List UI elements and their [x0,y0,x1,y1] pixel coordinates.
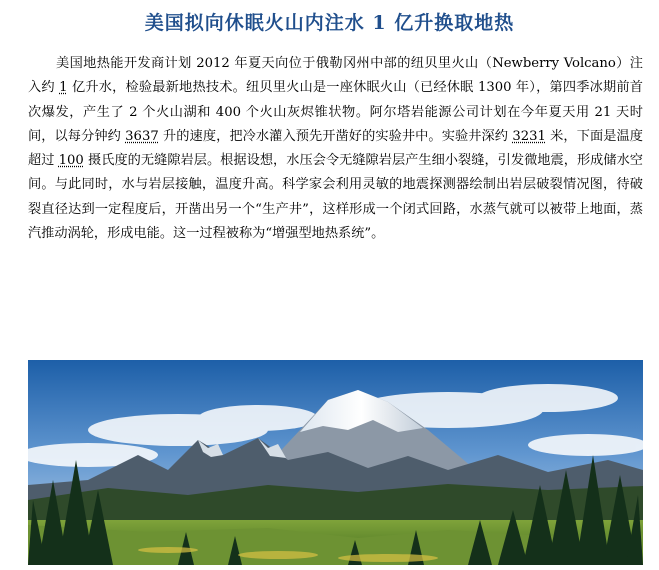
number-volume: 1 [59,80,68,96]
article-paragraph [28,52,643,246]
article-title: 美国拟向休眠火山内注水 1 亿升换取地热 [144,12,515,34]
paragraph-text-2: 亿升水，检验最新地热技术。纽贝里火山是一座休眠火山（已经休眠 1300 年），第四季冰期前首次爆发，产生了 2 个火山湖和 400 个火山灰烬锥状物。阿尔塔岩能源公司计划在今年夏天用 21 天时间，以每分钟约 [28,80,643,144]
paragraph-text-3: 升的速度，把冷水灌入预先开凿好的实验井中。实验井深约 [158,128,513,144]
paragraph-text-5: 摄氏度的无缝隙岩层。根据设想，水压会令无缝隙岩层产生细小裂缝，引发微地震，形成储水空间。与此同时，水与岩层接触，温度升高。科学家会利用灵敏的地震探测器绘制出岩层破裂情况图，待破裂直径达到一定程度后，开凿出另一个“生产井”，这样形成一个闭式回路，水蒸气就可以被带上地面，蒸汽推动涡轮，形成电能。这一过程被称为“增强型地热系统”。 [28,153,643,242]
number-temperature: 100 [58,153,84,169]
number-flow-rate: 3637 [125,128,159,144]
paragraph-text-1: 美国地热能开发商计划 2012 年夏天向位于俄勒冈州中部的纽贝里火山（Newberry Volcano）注入约 [28,56,643,96]
number-depth: 3231 [512,128,546,144]
volcano-landscape-photo [28,360,643,565]
paragraph-text-4: 米，下面是温度超过 [28,128,643,169]
